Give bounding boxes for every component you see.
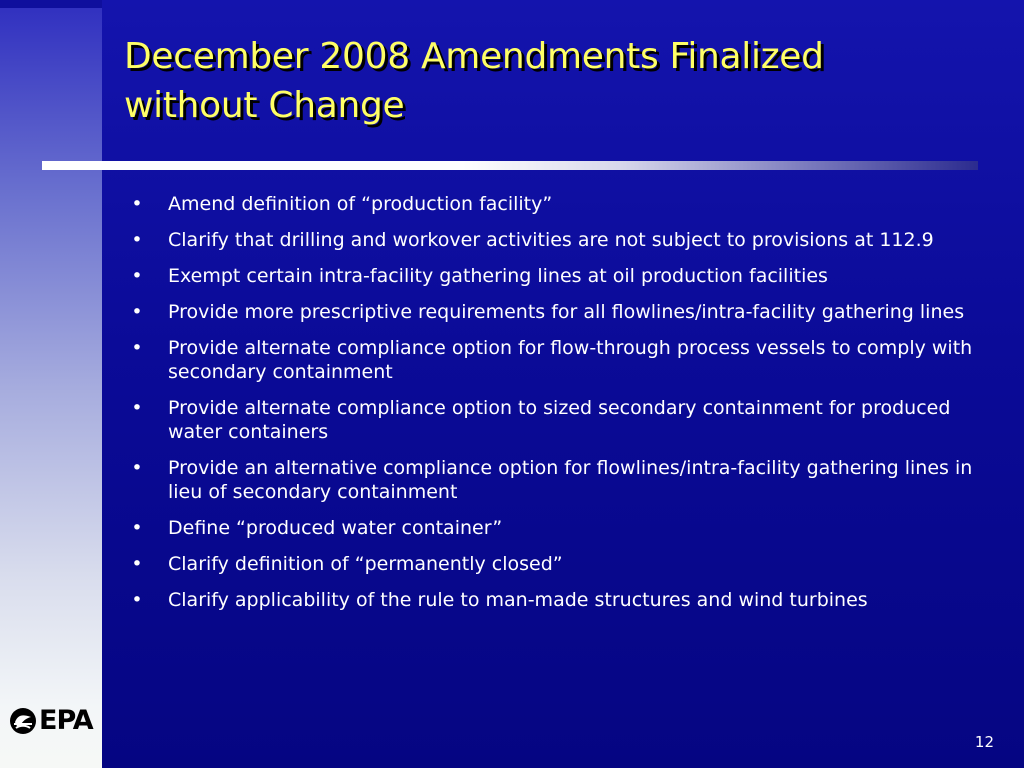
bullet-icon: • — [131, 553, 143, 575]
bullet-text: Provide alternate compliance option to sized secondary containment for produced water containers — [168, 397, 951, 443]
bullet-icon: • — [131, 337, 143, 359]
bullet-icon: • — [131, 265, 143, 287]
bullet-list — [130, 192, 990, 624]
slide-title-line-1: December 2008 Amendments Finalized — [124, 36, 824, 77]
bullet-item — [130, 300, 990, 324]
bullet-text: Amend definition of “production facility” — [168, 193, 553, 215]
bullet-icon: • — [131, 589, 143, 611]
bullet-text: Provide alternate compliance option for flow-through process vessels to comply with secondary containment — [168, 337, 973, 383]
bullet-icon: • — [131, 229, 143, 251]
bullet-icon: • — [131, 457, 143, 479]
slide-title-line-2: without Change — [124, 85, 405, 126]
bullet-text: Exempt certain intra-facility gathering lines at oil production facilities — [168, 265, 828, 287]
bullet-icon: • — [131, 301, 143, 323]
bullet-icon: • — [131, 397, 143, 419]
bullet-icon: • — [131, 193, 143, 215]
bullet-text: Define “produced water container” — [168, 517, 503, 539]
bullet-item — [130, 396, 990, 444]
bullet-item — [130, 552, 990, 576]
bullet-item — [130, 192, 990, 216]
left-gradient-band — [0, 8, 102, 768]
bullet-icon: • — [131, 517, 143, 539]
bullet-item — [130, 228, 990, 252]
bullet-item — [130, 516, 990, 540]
epa-logo — [8, 701, 98, 741]
bullet-text: Provide more prescriptive requirements for all flowlines/intra-facility gathering lines — [168, 301, 965, 323]
bullet-item — [130, 336, 990, 384]
bullet-item — [130, 456, 990, 504]
epa-logo-text: EPA — [39, 705, 93, 736]
bullet-text: Clarify definition of “permanently closed” — [168, 553, 563, 575]
title-divider — [42, 161, 978, 170]
slide-title — [124, 32, 984, 130]
page-number: 12 — [974, 733, 994, 751]
bullet-text: Clarify that drilling and workover activities are not subject to provisions at 112.9 — [168, 229, 934, 251]
bullet-text: Provide an alternative compliance option for flowlines/intra-facility gathering lines in lieu of secondary containment — [168, 457, 973, 503]
left-band-top — [0, 0, 102, 8]
bullet-item — [130, 264, 990, 288]
bullet-text: Clarify applicability of the rule to man-made structures and wind turbines — [168, 589, 868, 611]
epa-seal-icon — [8, 706, 38, 736]
bullet-item — [130, 588, 990, 612]
